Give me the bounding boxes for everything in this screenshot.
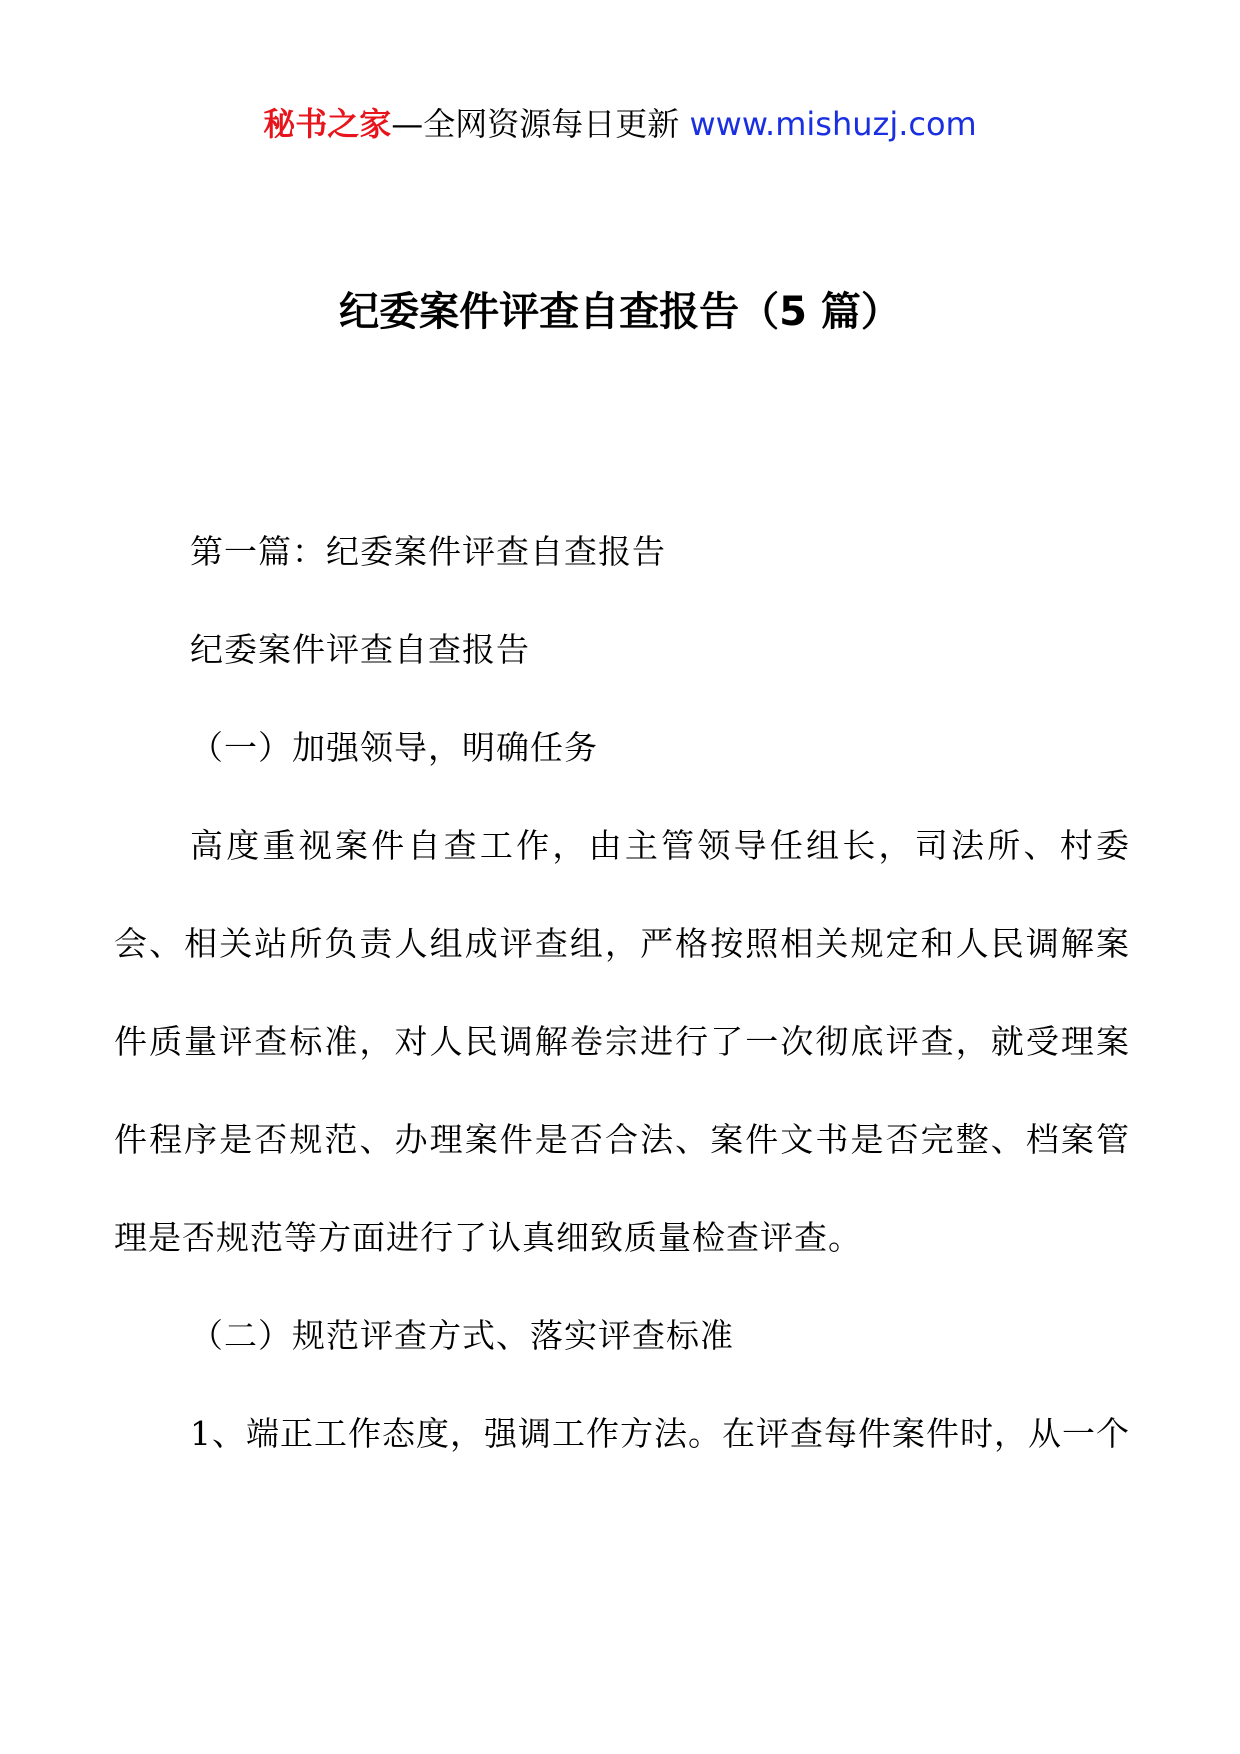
section-heading: 第一篇：纪委案件评查自查报告 (190, 532, 666, 571)
document-body (114, 503, 1130, 1483)
header-separator: — (391, 105, 424, 143)
site-header (0, 100, 1240, 148)
body-paragraph: 1、端正工作态度，强调工作方法。在评查每件案件时，从一个 (190, 1414, 1130, 1453)
site-url-link[interactable]: www.mishuzj.com (689, 105, 977, 143)
report-subtitle: 纪委案件评查自查报告 (190, 630, 530, 669)
document-title: 纪委案件评查自查报告（5 篇） (339, 289, 901, 335)
body-paragraph: 高度重视案件自查工作，由主管领导任组长，司法所、村委会、相关站所负责人组成评查组，严格按照相关规定和人民调解案件质量评查标准，对人民调解卷宗进行了一次彻底评查，就受理案件程序是否规范、办理案件是否合法、案件文书是否完整、档案管理是否规范等方面进行了认真细致质量检查评查。 (114, 826, 1130, 1257)
site-tagline: 全网资源每日更新 (423, 105, 680, 143)
site-brand: 秘书之家 (263, 105, 392, 143)
subsection-heading: （一）加强领导，明确任务 (190, 728, 598, 767)
subsection-heading: （二）规范评查方式、落实评查标准 (190, 1316, 734, 1355)
